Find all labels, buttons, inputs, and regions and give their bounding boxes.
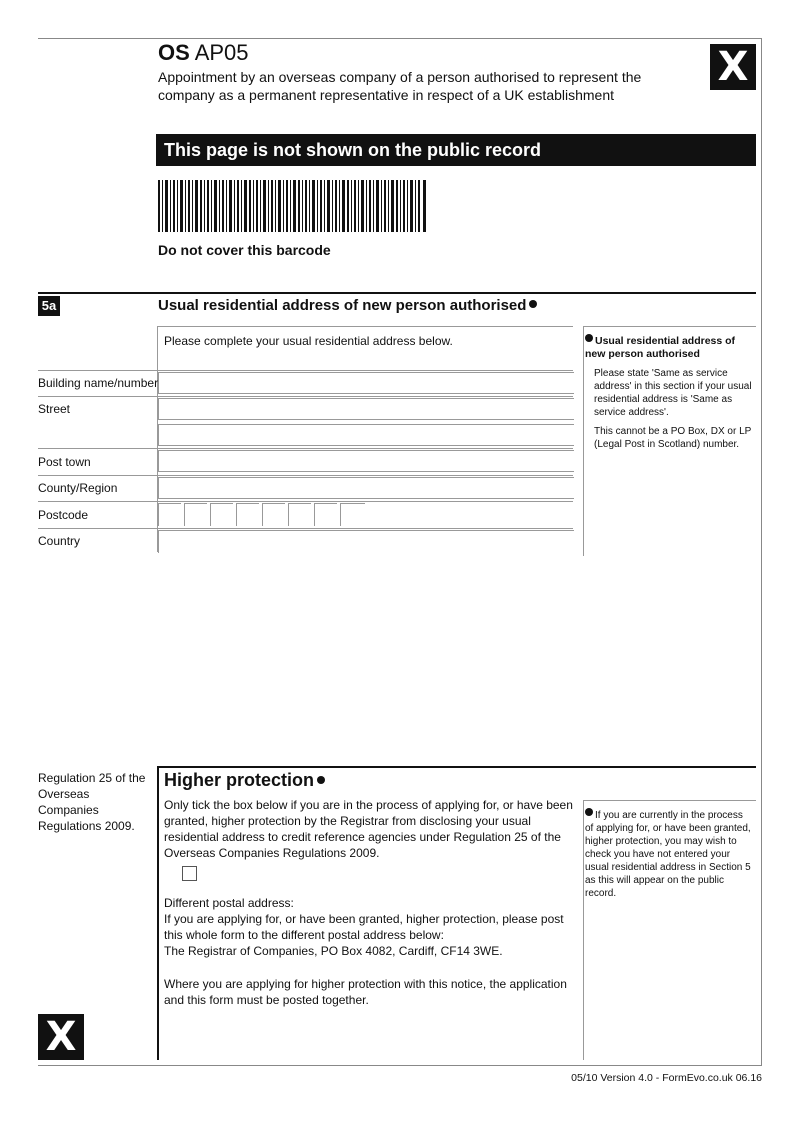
county-field[interactable] <box>158 477 574 499</box>
different-postal-heading: Different postal address: <box>164 896 294 910</box>
info-icon <box>317 776 325 784</box>
country-field[interactable] <box>158 530 574 553</box>
country-label: Country <box>38 534 81 548</box>
bottom-rule <box>38 1065 762 1066</box>
hp-paragraph-4: Where you are applying for higher protection with this notice, the application and this form must be posted together. <box>164 977 567 1007</box>
hp-top-rule <box>158 766 756 768</box>
info-icon <box>529 300 537 308</box>
top-rule <box>38 38 762 39</box>
postcode-box[interactable] <box>288 503 311 526</box>
section-5a-intro: Please complete your usual residential address below. <box>164 334 453 348</box>
building-label: Building name/number <box>38 376 159 390</box>
postcode-box[interactable] <box>340 503 365 526</box>
public-record-banner: This page is not shown on the public record <box>156 134 756 166</box>
section-5a-note <box>585 334 753 451</box>
header-rule-left <box>38 370 573 371</box>
row-rule <box>38 501 573 502</box>
x-mark-bottom: X <box>38 1014 84 1060</box>
street-field[interactable] <box>158 398 574 420</box>
postcode-box[interactable] <box>236 503 259 526</box>
note-rule <box>583 326 584 556</box>
post-town-field[interactable] <box>158 450 574 472</box>
note-title: Usual residential address of new person authorised <box>585 335 736 360</box>
hp-paragraph-1: Only tick the box below if you are in the process of applying for, or have been granted, higher protection by the Registrar from disclosing your usual residential address to credit reference agencies under Regulation 25 of the Overseas Companies Regulations 2009. <box>164 798 573 860</box>
hp-left-rule <box>157 766 159 1060</box>
form-code: OS AP05 <box>158 40 249 65</box>
building-field[interactable] <box>158 372 574 394</box>
hp-note: If you are currently in the process of applying for, or have been granted, higher protection, you may wish to check you have not entered your usual residential address in Section 5 as this will appear on the public record. <box>585 810 751 899</box>
note-text-2: This cannot be a PO Box, DX or LP (Legal Post in Scotland) number. <box>594 426 752 450</box>
info-icon <box>585 334 593 342</box>
hp-note-rule <box>583 800 584 1060</box>
registrar-address: The Registrar of Companies, PO Box 4082, Cardiff, CF14 3WE. <box>164 944 503 958</box>
footer-version: 05/10 Version 4.0 - FormEvo.co.uk 06.16 <box>571 1072 762 1084</box>
higher-protection-checkbox[interactable] <box>182 866 197 881</box>
postcode-box[interactable] <box>262 503 285 526</box>
postcode-box[interactable] <box>314 503 337 526</box>
postcode-box[interactable] <box>210 503 233 526</box>
hp-note-top-rule <box>583 800 756 801</box>
row-rule <box>38 528 573 529</box>
row-rule <box>38 475 573 476</box>
hp-paragraph-2: If you are applying for, or have been granted, higher protection, please post this whole form to the different postal address below: <box>164 912 564 942</box>
x-mark-top: X <box>710 44 756 90</box>
postcode-label: Postcode <box>38 508 89 522</box>
info-icon <box>585 808 593 816</box>
note-text-1: Please state 'Same as service address' in this section if your usual residential address is 'Same as service address'. <box>594 368 752 418</box>
county-label: County/Region <box>38 481 118 495</box>
barcode-icon <box>158 180 426 232</box>
intro-rule <box>158 326 573 327</box>
street-field-2[interactable] <box>158 424 574 446</box>
street-label: Street <box>38 402 71 416</box>
right-rule <box>761 38 762 1066</box>
barcode-caption: Do not cover this barcode <box>158 242 331 258</box>
section-5a-rule <box>38 292 756 294</box>
row-rule <box>38 448 573 449</box>
post-town-label: Post town <box>38 455 91 469</box>
postcode-box[interactable] <box>158 503 181 526</box>
row-rule <box>38 396 573 397</box>
postcode-box[interactable] <box>184 503 207 526</box>
regulation-reference: Regulation 25 of the Overseas Companies Regulations 2009. <box>38 771 146 833</box>
higher-protection-title: Higher protection <box>164 770 325 791</box>
section-5a-title: Usual residential address of new person authorised <box>158 297 537 314</box>
form-subtitle: Appointment by an overseas company of a person authorised to represent the company as a permanent representative in respect of a UK establishment <box>158 69 642 103</box>
note-top-rule <box>583 326 756 327</box>
section-badge: 5a <box>38 296 60 316</box>
